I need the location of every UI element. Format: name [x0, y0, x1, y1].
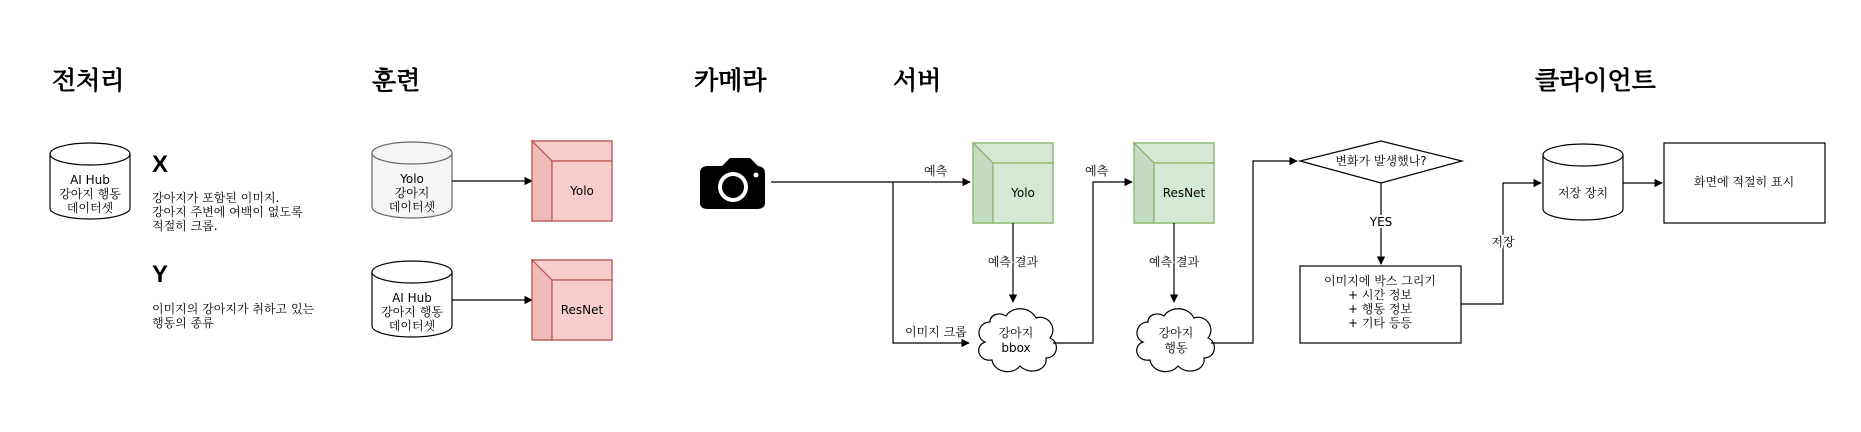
- x-desc-line-3: 적절히 크롭.: [152, 219, 218, 233]
- draw-box-line-2: + 시간 정보: [1347, 288, 1413, 302]
- section-title-camera: 카메라: [694, 66, 767, 95]
- edge-behavior-to-decision: [1211, 161, 1297, 343]
- draw-box-rect: [1300, 266, 1461, 343]
- preprocess-dataset-line-1: AI Hub: [70, 173, 110, 187]
- draw-box-line-1: 이미지에 박스 그리기: [1324, 274, 1436, 288]
- camera-icon: [700, 157, 766, 209]
- aihub-dataset-line-2: 강아지 행동: [381, 305, 443, 319]
- edge-camera-to-crop: [893, 182, 969, 343]
- behavior-cloud-line-1: 강아지: [1158, 326, 1194, 340]
- server-yolo-label: Yolo: [1011, 186, 1035, 200]
- y-desc-line-1: 이미지의 강아지가 취하고 있는: [152, 302, 315, 316]
- y-title: Y: [152, 261, 169, 288]
- aihub-dataset-cylinder: [372, 261, 452, 337]
- x-desc-line-2: 강아지 주변에 여백이 없도록: [152, 205, 303, 219]
- yes-label: YES: [1369, 215, 1393, 229]
- display-rect: [1664, 143, 1825, 223]
- bbox-cloud-line-1: 강아지: [998, 326, 1034, 340]
- storage-cylinder: [1543, 144, 1623, 220]
- draw-box-line-3: + 행동 정보: [1347, 302, 1413, 316]
- edge-bbox-to-resnet: [1053, 182, 1132, 343]
- section-title-training: 훈련: [372, 66, 421, 95]
- training-yolo-cube: [532, 141, 612, 221]
- crop-label: 이미지 크롭: [905, 325, 967, 339]
- section-title-client: 클라이언트: [1535, 66, 1656, 95]
- aihub-dataset-line-1: AI Hub: [392, 291, 432, 305]
- training-yolo-label: Yolo: [570, 184, 594, 198]
- storage-label: 저장 장치: [1557, 186, 1609, 200]
- predict-result-1: 예측 결과: [987, 255, 1039, 269]
- behavior-cloud: [1137, 309, 1215, 372]
- predict-label-2: 예측: [1085, 164, 1109, 178]
- behavior-cloud-line-2: 행동: [1164, 341, 1188, 355]
- yolo-dataset-cylinder: [372, 142, 452, 218]
- predict-result-2: 예측 결과: [1148, 255, 1200, 269]
- server-resnet-cube: [1134, 143, 1214, 223]
- server-yolo-cube: [973, 143, 1053, 223]
- draw-box-line-4: + 기타 등등: [1347, 316, 1413, 330]
- yolo-dataset-line-3: 데이터셋: [388, 200, 436, 214]
- yolo-dataset-line-1: Yolo: [400, 172, 424, 186]
- decision-label: 변화가 발생했나?: [1335, 154, 1427, 168]
- bbox-cloud-line-2: bbox: [1001, 341, 1031, 355]
- section-title-preprocess: 전처리: [52, 66, 125, 95]
- bbox-cloud: [979, 309, 1057, 372]
- decision-diamond: [1300, 141, 1462, 183]
- y-desc-line-2: 행동의 종류: [152, 316, 214, 330]
- save-label: 저장: [1491, 235, 1515, 249]
- preprocess-dataset-line-3: 데이터셋: [66, 201, 114, 215]
- training-resnet-label: ResNet: [560, 303, 604, 317]
- aihub-dataset-line-3: 데이터셋: [388, 319, 436, 333]
- x-desc-line-1: 강아지가 포함된 이미지.: [152, 191, 280, 205]
- display-label: 화면에 적절히 표시: [1693, 175, 1795, 189]
- server-resnet-label: ResNet: [1162, 186, 1206, 200]
- preprocess-dataset-line-2: 강아지 행동: [59, 187, 121, 201]
- yolo-dataset-line-2: 강아지: [394, 186, 430, 200]
- x-title: X: [152, 151, 169, 178]
- predict-label-1: 예측: [924, 164, 948, 178]
- training-resnet-cube: [532, 260, 612, 340]
- section-title-server: 서버: [893, 66, 942, 95]
- preprocess-dataset-cylinder: [50, 143, 130, 219]
